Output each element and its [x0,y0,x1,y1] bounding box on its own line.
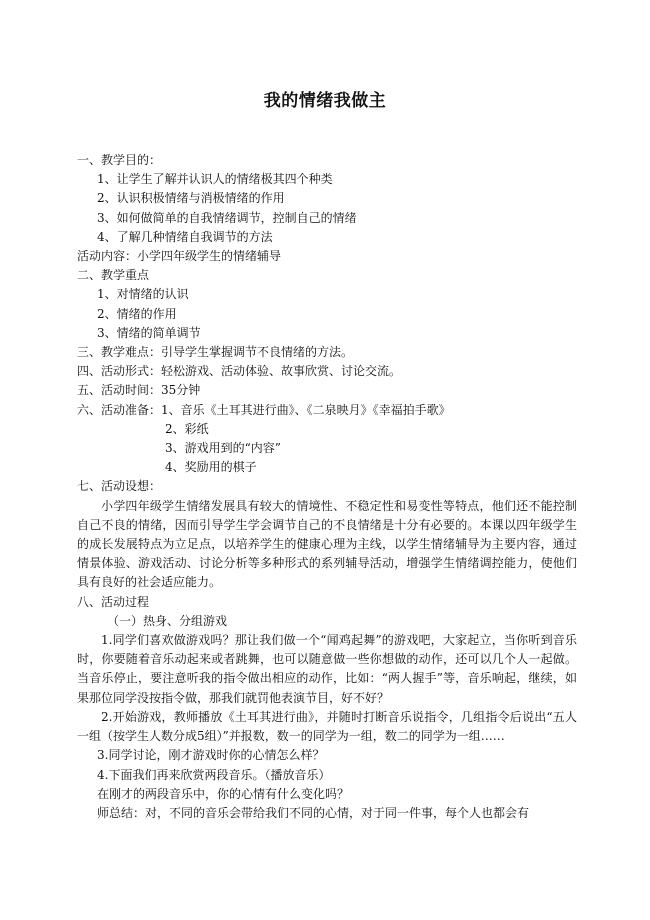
paragraph-step-3: 3.同学讨论，刚才游戏时你的心情怎么样？ [97,748,325,763]
section-heading-difficulty: 三、教学难点：引导学生掌握调节不良情绪的方法。 [77,345,354,360]
paragraph-step-1: 1.同学们喜欢做游戏吗？那让我们做一个“闻鸡起舞”的游戏吧，大家起立，当你听到音乐时，你要随着音乐动起来或者跳舞，也可以随意做一些你想做的动作，还可以几个人一起做。当音乐停止，要注意听我的指令做出相应的动作，比如：“两人握手”等，音乐响起，继续，如果那位同学没按指令做，那我们就罚他表演节目，好不好？ [77,633,577,705]
section-heading-time: 五、活动时间：35分钟 [77,383,201,398]
list-item: 3、如何做简单的自我情绪调节，控制自己的情绪 [97,210,357,225]
document-title: 我的情绪我做主 [263,91,387,111]
list-item: 2、彩纸 [165,421,209,436]
list-item: 4、了解几种情绪自我调节的方法 [97,229,273,244]
list-item: 2、情绪的作用 [97,306,177,321]
paragraph-question: 在刚才的两段音乐中，你的心情有什么变化吗？ [97,786,350,801]
list-item: 3、情绪的简单调节 [97,325,201,340]
paragraph-step-2: 2.开始游戏，教师播放《土耳其进行曲》，并随时打断音乐说指令，几组指令后说出“五人一组（按学生人数分成5组）”并报数，数一的同学为一组，数二的同学为一组…… [77,709,577,744]
list-item: 3、游戏用到的“内容” [165,441,281,456]
activity-content-line: 活动内容：小学四年级学生的情绪辅导 [77,249,282,264]
list-item: 2、认识积极情绪与消极情绪的作用 [97,191,285,206]
list-item: 1、对情绪的认识 [97,287,189,302]
paragraph-step-4: 4.下面我们再来欣赏两段音乐。（播放音乐） [97,767,331,782]
subsection-heading: （一）热身、分组游戏 [107,613,228,628]
paragraph-concept: 小学四年级学生情绪发展具有较大的情境性、不稳定性和易变性等特点，他们还不能控制自己不良的情绪，因而引导学生学会调节自己的不良情绪是十分有必要的。本课以四年级学生的成长发展特点为立足点，以培养学生的健康心理为主线，以学生情绪辅导为主要内容，通过情景体验、游戏活动、讨论分析等多种形式的系列辅导活动，增强学生情绪调控能力，使他们具有良好的社会适应能力。 [77,498,577,590]
section-heading-key-points: 二、教学重点 [77,268,150,283]
section-heading-process: 八、活动过程 [77,594,150,609]
paragraph-summary: 师总结：对，不同的音乐会带给我们不同的心情，对于同一件事，每个人也都会有 [97,805,530,820]
section-heading-preparation: 六、活动准备：1、音乐《土耳其进行曲》、《二泉映月》《幸福拍手歌》 [77,402,451,417]
list-item: 1、让学生了解并认识人的情绪极其四个种类 [97,172,333,187]
section-heading-concept: 七、活动设想： [77,479,162,494]
section-heading-goals: 一、教学目的： [77,153,162,167]
document-body [77,151,577,823]
list-item: 4、奖励用的棋子 [165,460,257,475]
section-heading-form: 四、活动形式：轻松游戏、活动体验、故事欣赏、讨论交流。 [77,364,402,379]
